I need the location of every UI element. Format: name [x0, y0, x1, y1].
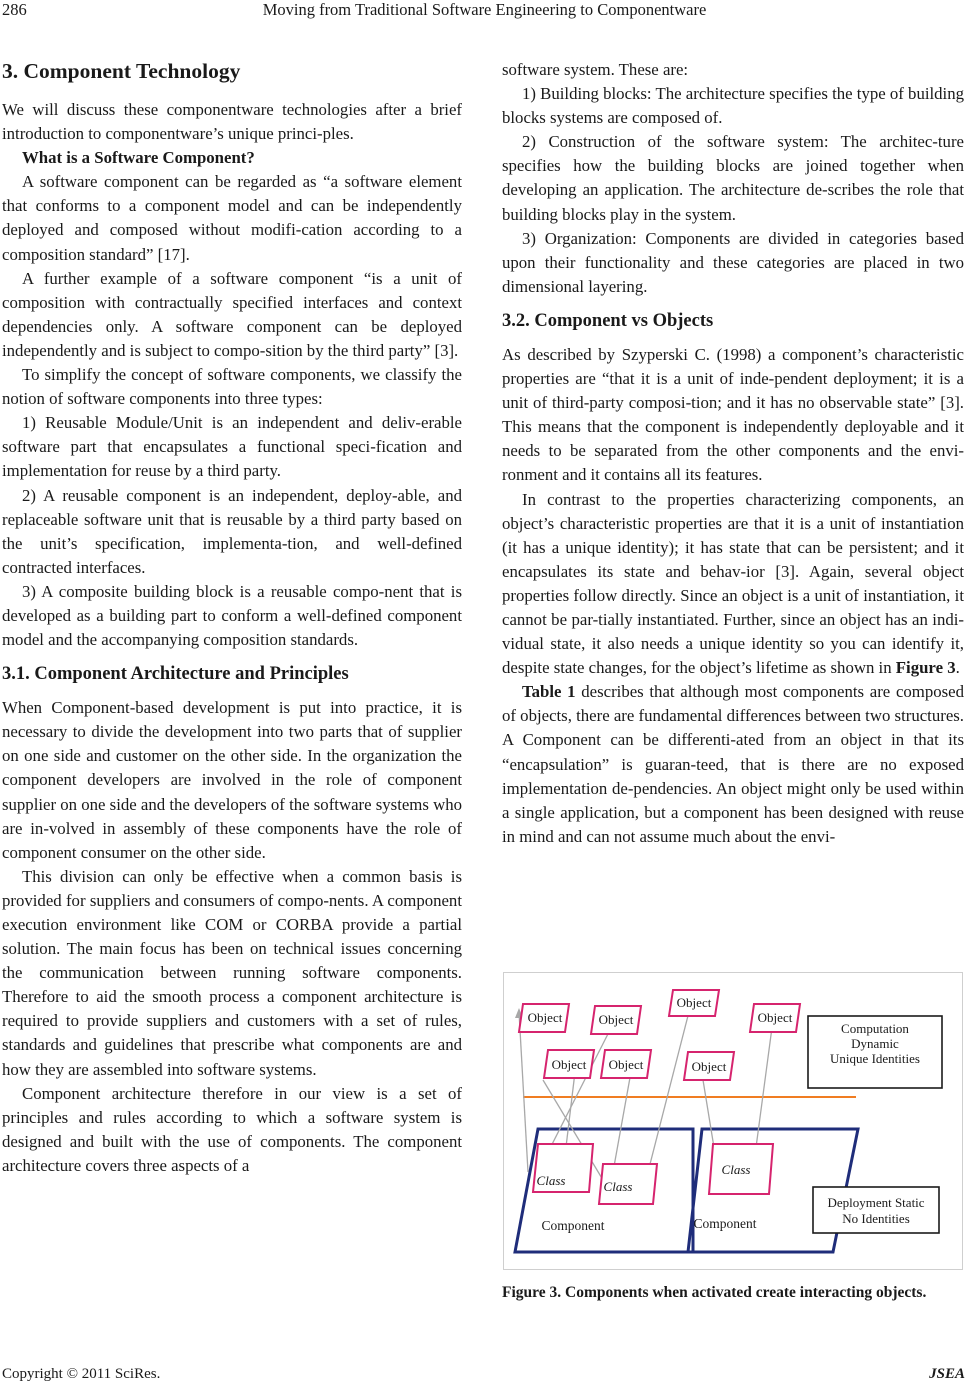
class-label: Class [721, 1162, 751, 1177]
box-line: Unique Identities [830, 1051, 920, 1066]
paragraph-text: . [955, 658, 960, 678]
paragraph: 3) Organization: Components are divided in categories based upon their functionality and these categories are placed in two dimensional layering. [502, 228, 964, 296]
paragraph: 1) Reusable Module/Unit is an independent and deliv-erable software part that encapsulates a functional speci-fication and implementation for reuse by a third party. [2, 413, 462, 481]
paragraph: 3) A composite building block is a reusable compo-nent that is developed as a building part to conform a well-defined component model and the accompanying composition standards. [2, 581, 462, 650]
figure-3-diagram [503, 972, 963, 1270]
object-label: Object [757, 1010, 793, 1025]
paragraph: Component architecture therefore in our view is a set of principles and rules according to which a software system is designed and built with the use of components. The component architecture covers three aspects of a [2, 1083, 462, 1175]
paragraph-text: In contrast to the properties characterizing components, an object’s characteristic properties are that it is a unit of instantiation (it has a unique identity); it has state that can be persistent; and it encapsulates its state and behav-ior [3]. Again, several object properties follow directly. Since an object is a unit of instantiation, it cannot be par-tially instantiated. Further, since an object has an indi-vidual state, it also needs a unique identity so you can identify it, despite state changes, for the object’s lifetime as shown in [502, 489, 964, 678]
copyright: Copyright © 2011 SciRes. [2, 1366, 161, 1382]
page-number: 286 [2, 0, 27, 19]
left-column [2, 54, 462, 1178]
paragraph: 2) A reusable component is an independent, deploy-able, and replaceable software unit that is reusable by a third party based on the unit’s specification, implementa-tion, and well-defined contracted interfaces. [2, 485, 462, 577]
paragraph: To simplify the concept of software components, we classify the notion of software components into three types: [2, 365, 462, 409]
journal-name: JSEA [929, 1366, 965, 1382]
paragraph: This division can only be effective when a common basis is provided for suppliers and consumers of compo-nents. A component execution environment like COM or CORBA provide a partial solution. The main focus has been on technical issues concerning the communication between running software components. Therefore to aid the smooth process a component architecture is required to provide suppliers and customers with a set of rules, standards and guidelines that prescribe what components are and how they are assembled into software systems. [2, 866, 462, 1079]
object-label: Object [551, 1057, 587, 1072]
box-line: Computation [841, 1021, 909, 1036]
figure-caption: Figure 3. Components when activated create interacting objects. [502, 1284, 927, 1301]
paragraph: As described by Szyperski C. (1998) a component’s characteristic properties are “that it is a unit of inde-pendent deployment; it is a unit of third-party composi-tion; and it has no observable state” [3]. This means that the component is independently deployable and it needs to be separated from the other components and the envi-ronment and it contains all its features. [502, 344, 964, 485]
paragraph: A software component can be regarded as “a software element that conforms to a component model and can be independently deployed and composed without modifi-cation according to a composition standard” [17]. [2, 172, 462, 264]
component-label: Component [541, 1218, 605, 1233]
class-label: Class [536, 1173, 566, 1188]
figure-reference[interactable]: Figure 3 [895, 658, 956, 678]
object-label: Object [691, 1059, 727, 1074]
object-label: Object [608, 1057, 644, 1072]
object-label: Object [527, 1010, 563, 1025]
box-line: Dynamic [851, 1036, 899, 1051]
paragraph [502, 680, 964, 849]
paragraph: A further example of a software component “is a unit of composition with contractually specified interfaces and context dependencies only. A software component can be deployed independently and is subject to compo-sition by the third party” [3]. [2, 268, 462, 360]
subsection-title: 3.1. Component Architecture and Principles [2, 664, 349, 685]
paragraph: We will discuss these componentware technologies after a brief introduction to componentware’s unique princi-ples. [2, 100, 462, 144]
right-column [502, 58, 964, 849]
class-label: Class [603, 1179, 633, 1194]
object-label: Object [676, 995, 712, 1010]
subsection-title: 3.2. Component vs Objects [502, 310, 714, 331]
figure-3 [503, 972, 963, 1270]
table-reference[interactable]: Table 1 [522, 682, 576, 702]
box-line: No Identities [842, 1211, 910, 1226]
running-title: Moving from Traditional Software Engineering to Componentware [262, 0, 707, 19]
paragraph: software system. These are: [502, 60, 689, 79]
page-header [0, 0, 969, 20]
paragraph: 2) Construction of the software system: The architec-ture specifies how the building blocks are joined together when developing an application. The architecture de-scribes the role that building blocks play in the system. [502, 132, 964, 224]
section-title: 3. Component Technology [2, 59, 241, 83]
object-label: Object [598, 1012, 634, 1027]
box-line: Deployment Static [827, 1195, 925, 1210]
component-label: Component [693, 1216, 757, 1231]
paragraph: When Component-based development is put into practice, it is necessary to divide the development into two parts that of supplier on one side and customer on the other side. In the organization the component developers are involved in the role of component supplier on one side and the developers of the software systems who are in-volved in assembly of these components have the role of component consumer on the other side. [2, 698, 462, 862]
question-heading: What is a Software Component? [22, 148, 255, 168]
paragraph: 1) Building blocks: The architecture specifies the type of building blocks systems are composed of. [502, 84, 964, 128]
paragraph [502, 488, 964, 681]
paragraph-text: describes that although most components are composed of objects, there are fundamental differences between two structures. A Component can be differenti-ated from an object in that its “encapsulation” is guaran-teed, that is there are no exposed implementation de-pendencies. An object might only be used within a single application, but a component has been designed with reuse in mind and can not assume much about the envi- [502, 682, 964, 846]
deployment-box [813, 1187, 939, 1233]
